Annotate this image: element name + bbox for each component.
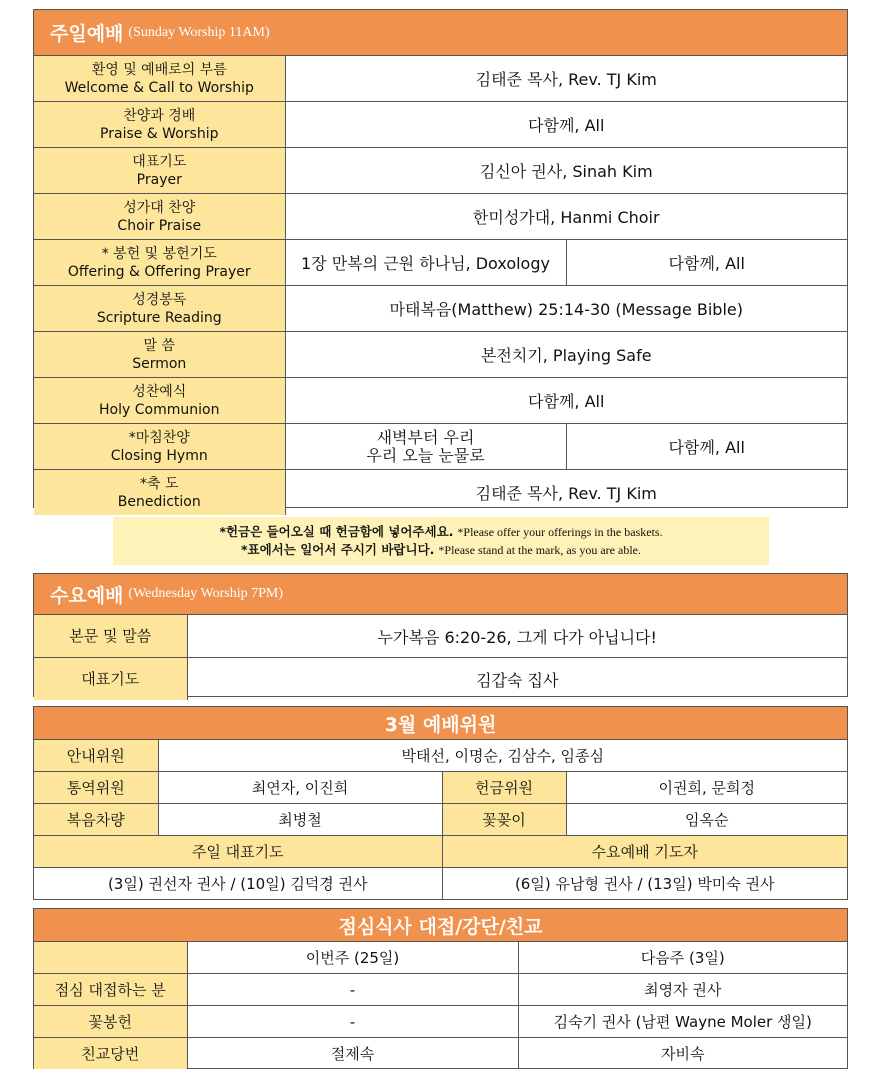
table-row	[34, 378, 847, 424]
usher-value: 박태선, 이명순, 김삼수, 임종심	[158, 740, 847, 772]
vehicle-label: 복음차량	[34, 804, 158, 836]
flower-label: 꽃꽂이	[442, 804, 566, 836]
table-row	[34, 240, 847, 286]
lunch-header	[34, 909, 847, 942]
lunch-corner-cell	[34, 942, 187, 974]
sunday-prayer-value: (3일) 권선자 권사 / (10일) 김덕경 권사	[34, 868, 442, 900]
interpreter-label: 통역위원	[34, 772, 158, 804]
wed-value: 김갑숙 집사	[187, 658, 847, 701]
table-row	[34, 194, 847, 240]
march-duties-header	[34, 707, 847, 740]
lunch-title: 점심식사 대접/강단/친교	[338, 915, 543, 938]
wed-label: 본문 및 말씀	[34, 615, 187, 658]
table-row	[34, 286, 847, 332]
table-row	[34, 740, 847, 772]
offering-value: 이권희, 문희정	[566, 772, 847, 804]
this-week-value: -	[187, 974, 518, 1006]
order-value: 다함께, All	[285, 102, 847, 148]
order-value: 김태준 목사, Rev. TJ Kim	[285, 470, 847, 516]
order-label: 대표기도 Prayer	[34, 148, 285, 194]
next-week-value: 최영자 권사	[518, 974, 847, 1006]
wednesday-worship-section	[33, 573, 848, 697]
order-value-secondary: 다함께, All	[566, 240, 847, 286]
offering-notice	[113, 517, 769, 565]
order-value: 새벽부터 우리 우리 오늘 눈물로	[285, 424, 566, 470]
table-row	[34, 470, 847, 516]
order-value: 김신아 권사, Sinah Kim	[285, 148, 847, 194]
march-duties-section	[33, 706, 848, 900]
lunch-table	[34, 942, 847, 1069]
table-row	[34, 56, 847, 102]
table-row	[34, 772, 847, 804]
vehicle-value: 최병철	[158, 804, 442, 836]
duties-table	[34, 740, 847, 899]
table-row	[34, 424, 847, 470]
flower-value: 임옥순	[566, 804, 847, 836]
table-row	[34, 974, 847, 1006]
table-row	[34, 868, 847, 900]
table-row	[34, 102, 847, 148]
march-duties-title: 3월 예배위원	[384, 713, 497, 736]
wed-value: 누가복음 6:20-26, 그게 다가 아닙니다!	[187, 615, 847, 658]
order-label: *축 도 Benediction	[34, 470, 285, 516]
order-label: * 봉헌 및 봉헌기도 Offering & Offering Prayer	[34, 240, 285, 286]
sunday-title-en: (Sunday Worship 11AM)	[128, 24, 270, 40]
lunch-row-label: 꽃봉헌	[34, 1006, 187, 1038]
order-value: 다함께, All	[285, 378, 847, 424]
order-label: *마침찬양 Closing Hymn	[34, 424, 285, 470]
wednesday-title-ko: 수요예배	[50, 584, 124, 607]
notice-line-2: *표에서는 일어서 주시기 바랍니다. *Please stand at the mark, as you are able.	[241, 542, 641, 557]
this-week-value: -	[187, 1006, 518, 1038]
table-row	[34, 148, 847, 194]
usher-label: 안내위원	[34, 740, 158, 772]
this-week-value: 절제속	[187, 1038, 518, 1070]
order-label: 성경봉독 Scripture Reading	[34, 286, 285, 332]
lunch-fellowship-section	[33, 908, 848, 1069]
order-value: 본전치기, Playing Safe	[285, 332, 847, 378]
sunday-order-table	[34, 56, 847, 515]
order-label: 환영 및 예배로의 부름 Welcome & Call to Worship	[34, 56, 285, 102]
table-row	[34, 615, 847, 658]
order-value: 한미성가대, Hanmi Choir	[285, 194, 847, 240]
order-value: 1장 만복의 근원 하나님, Doxology	[285, 240, 566, 286]
wed-label: 대표기도	[34, 658, 187, 701]
wednesday-title-en: (Wednesday Worship 7PM)	[128, 586, 284, 601]
next-week-value: 자비속	[518, 1038, 847, 1070]
order-value: 김태준 목사, Rev. TJ Kim	[285, 56, 847, 102]
wednesday-worship-header	[34, 574, 847, 615]
lunch-row-label: 점심 대접하는 분	[34, 974, 187, 1006]
sunday-prayer-label: 주일 대표기도	[34, 836, 442, 868]
sunday-title-ko: 주일예배	[50, 23, 124, 45]
lunch-row-label: 친교당번	[34, 1038, 187, 1070]
table-row	[34, 836, 847, 868]
order-label: 성가대 찬양 Choir Praise	[34, 194, 285, 240]
order-label: 찬양과 경배 Praise & Worship	[34, 102, 285, 148]
offering-label: 헌금위원	[442, 772, 566, 804]
notice-line-1: *헌금은 들어오실 때 헌금함에 넣어주세요. *Please offer your offerings in the baskets.	[219, 524, 663, 539]
this-week-header: 이번주 (25일)	[187, 942, 518, 974]
table-row	[34, 942, 847, 974]
next-week-header: 다음주 (3일)	[518, 942, 847, 974]
order-label: 말 씀 Sermon	[34, 332, 285, 378]
next-week-value: 김숙기 권사 (남편 Wayne Moler 생일)	[518, 1006, 847, 1038]
wednesday-prayer-label: 수요예배 기도자	[442, 836, 847, 868]
order-label: 성찬예식 Holy Communion	[34, 378, 285, 424]
table-row	[34, 332, 847, 378]
interpreter-value: 최연자, 이진희	[158, 772, 442, 804]
wednesday-prayer-value: (6일) 유남형 권사 / (13일) 박미숙 권사	[442, 868, 847, 900]
sunday-worship-header	[34, 10, 847, 56]
order-value-secondary: 다함께, All	[566, 424, 847, 470]
table-row	[34, 1038, 847, 1070]
table-row	[34, 1006, 847, 1038]
sunday-worship-section	[33, 9, 848, 508]
order-value: 마태복음(Matthew) 25:14-30 (Message Bible)	[285, 286, 847, 332]
table-row	[34, 804, 847, 836]
table-row	[34, 658, 847, 701]
wednesday-table	[34, 615, 847, 700]
